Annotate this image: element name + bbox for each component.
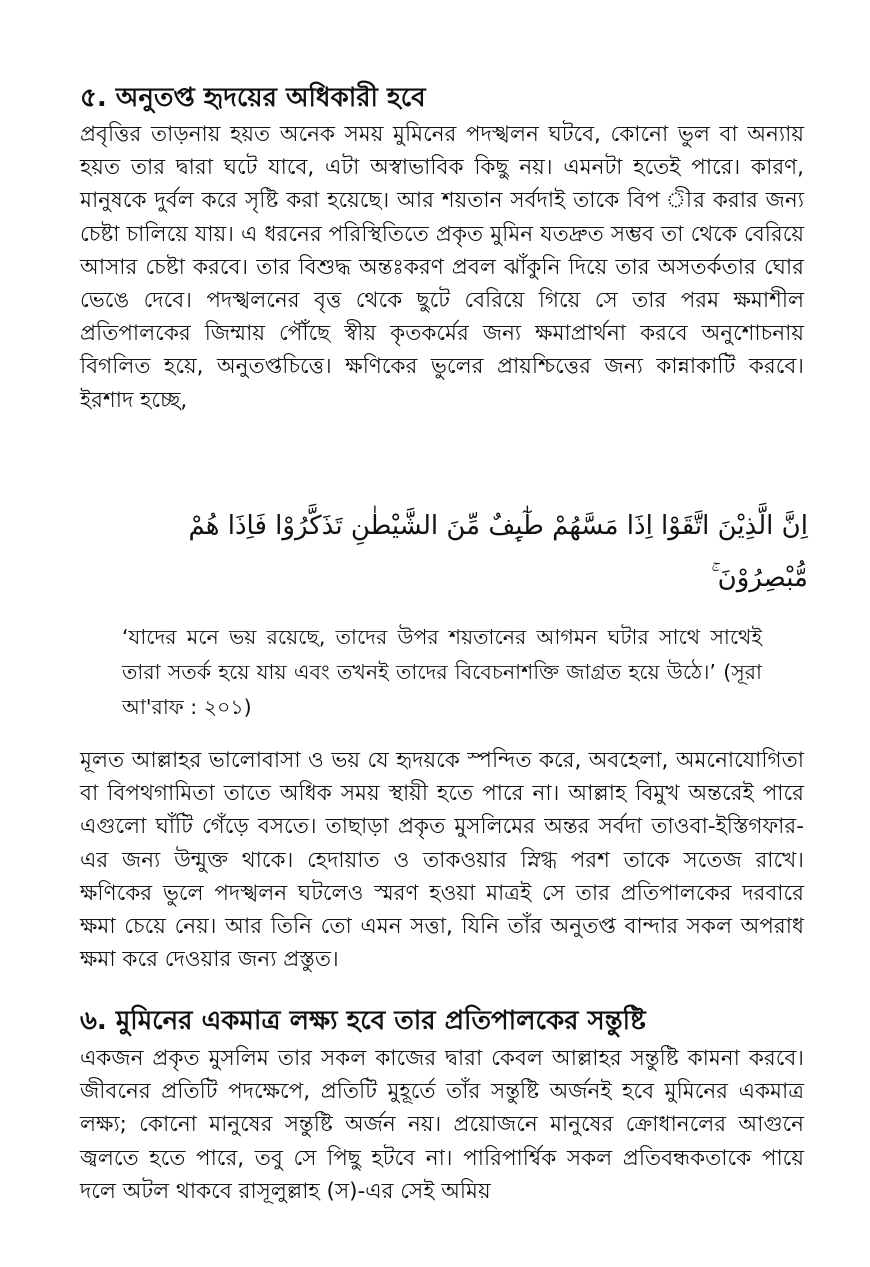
quran-verse-arabic: اِنَّ الَّذِيْنَ اتَّقَوْا اِذَا مَسَّهُمْ طٰٓىِٕفٌ مِّنَ الشَّيْطٰنِ تَذَكَّرُوْا فَاِذَا هُمْ مُّبْصِرُوْنَ ۚ <box>188 511 808 593</box>
section-6-heading: ৬. মুমিনের একমাত্র লক্ষ্য হবে তার প্রতিপালকের সন্তুষ্টি <box>80 1006 646 1036</box>
verse-translation: ‘যাদের মনে ভয় রয়েছে, তাদের উপর শয়তানের আগমন ঘটার সাথে সাথেই তারা সতর্ক হয়ে যায় এবং তখনই তাদের বিবেচনাশক্তি জাগ্রত হয়ে উঠে।’ (সূরা আ'রাফ : ২০১) <box>122 625 762 719</box>
section-5-paragraph-2: মূলত আল্লাহর ভালোবাসা ও ভয় যে হৃদয়কে স্পন্দিত করে, অবহেলা, অমনোযোগিতা বা বিপথগামিতা তাতে অধিক সময় স্থায়ী হতে পারে না। আল্লাহ বিমুখ অন্তরেই পারে এগুলো ঘাঁটি গেঁড়ে বসতে। তাছাড়া প্রকৃত মুসলিমের অন্তর সর্বদা তাওবা-ইস্তিগফার-এর জন্য উন্মুক্ত থাকে। হেদায়াত ও তাকওয়ার স্নিগ্ধ পরশ তাকে সতেজ রাখে। ক্ষণিকের ভুলে পদস্খলন ঘটলেও স্মরণ হওয়া মাত্রই সে তার প্রতিপালকের দরবারে ক্ষমা চেয়ে নেয়। আর তিনি তো এমন সত্তা, যিনি তাঁর অনুতপ্ত বান্দার সকল অপরাধ ক্ষমা করে দেওয়ার জন্য প্রস্তুত। <box>80 748 804 973</box>
section-6-paragraph: একজন প্রকৃত মুসলিম তার সকল কাজের দ্বারা কেবল আল্লাহর সন্তুষ্টি কামনা করবে। জীবনের প্রতিটি পদক্ষেপে, প্রতিটি মুহূর্তে তাঁর সন্তুষ্টি অর্জনই হবে মুমিনের একমাত্র লক্ষ্য; কোনো মানুষের সন্তুষ্টি অর্জন নয়। প্রয়োজনে মানুষের ক্রোধানলের আগুনে জ্বলতে হতে পারে, তবু সে পিছু হটবে না। পারিপার্শ্বিক সকল প্রতিবন্ধকতাকে পায়ে দলে অটল থাকবে রাসূলুল্লাহ (স)-এর সেই অমিয় <box>80 1046 804 1204</box>
section-5-paragraph: প্রবৃত্তির তাড়নায় হয়ত অনেক সময় মুমিনের পদস্খলন ঘটবে, কোনো ভুল বা অন্যায় হয়ত তার দ্বারা ঘটে যাবে, এটা অস্বাভাবিক কিছু নয়। এমনটা হতেই পারে। কারণ, মানুষকে দুর্বল করে সৃষ্টি করা হয়েছে। আর শয়তান সর্বদাই তাকে বিপ ীর করার জন্য চেষ্টা চালিয়ে যায়। এ ধরনের পরিস্থিতিতে প্রকৃত মুমিন যতদ্রুত সম্ভব তা থেকে বেরিয়ে আসার চেষ্টা করবে। তার বিশুদ্ধ অন্তঃকরণ প্রবল ঝাঁকুনি দিয়ে তার অসতর্কতার ঘোর ভেঙে দেবে। পদস্খলনের বৃত্ত থেকে ছুটে বেরিয়ে গিয়ে সে তার পরম ক্ষমাশীল প্রতিপালকের জিম্মায় পৌঁছে স্বীয় কৃতকর্মের জন্য ক্ষমাপ্রার্থনা করবে অনুশোচনায় বিগলিত হয়ে, অনুতপ্তচিত্তে। ক্ষণিকের ভুলের প্রায়শ্চিত্তের জন্য কান্নাকাটি করবে। ইরশাদ হচ্ছে, <box>80 122 804 413</box>
section-5-heading: ৫. অনুতপ্ত হৃদয়ের অধিকারী হবে <box>80 83 426 113</box>
